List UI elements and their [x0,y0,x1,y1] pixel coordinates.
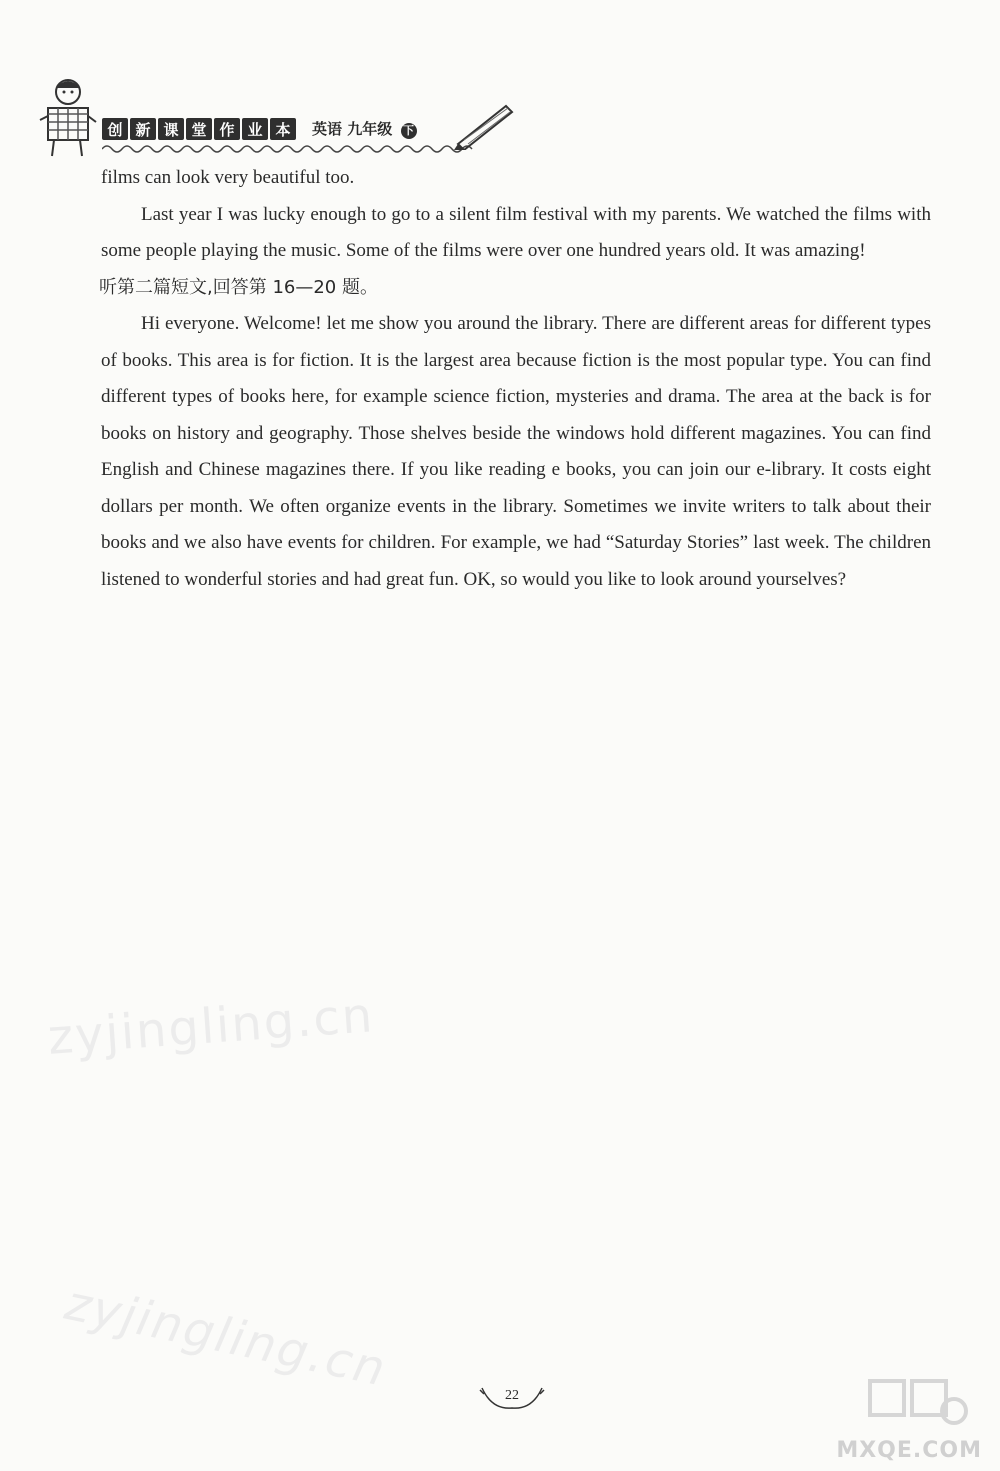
page-number-ornament [478,1380,546,1416]
section-instruction: 听第二篇短文,回答第 16—20 题。 [99,276,378,298]
header-wave-divider [102,142,477,156]
volume-badge: 下 [401,123,417,139]
title-char: 堂 [186,118,212,140]
pencil-icon [450,100,520,150]
grade-label: 九年级 [347,120,393,138]
title-char: 创 [102,118,128,140]
mascot-illustration [30,70,100,160]
watermark: zyjingling.cn [46,987,376,1066]
watermark: zyjingling.cn [60,1275,392,1398]
paragraph: films can look very beautiful too. [101,167,355,188]
listening-transcript [101,160,931,598]
title-char: 本 [270,118,296,140]
subject-grade [312,118,417,139]
subject-label: 英语 [312,120,343,138]
page-number: 22 [505,1388,519,1403]
page-header [30,70,500,160]
corner-logo-text: MXQE.COM [836,1438,982,1463]
book-title [102,118,296,140]
paragraph: Last year I was lucky enough to go to a silent film festival with my parents. We watched the films with some people playing the music. Some of the films were over one hundred years old. It was amazing! [101,203,931,261]
title-char: 新 [130,118,156,140]
title-char: 作 [214,118,240,140]
paragraph: Hi everyone. Welcome! let me show you around the library. There are different areas for different types of books. This area is for fiction. It is the largest area because fiction is the most popular type. You can find different types of books here, for example science fiction, mysteries and drama. The area at the back is for books on history and geography. Those shelves beside the windows hold different magazines. You can find English and Chinese magazines there. If you like reading e books, you can join our e-library. It costs eight dollars per month. We often organize events in the library. Sometimes we invite writers to talk about their books and we also have events for children. For example, we had “Saturday Stories” last week. The children listened to wonderful stories and had great fun. OK, so would you like to look around yourselves? [101,313,931,590]
title-char: 业 [242,118,268,140]
title-char: 课 [158,118,184,140]
